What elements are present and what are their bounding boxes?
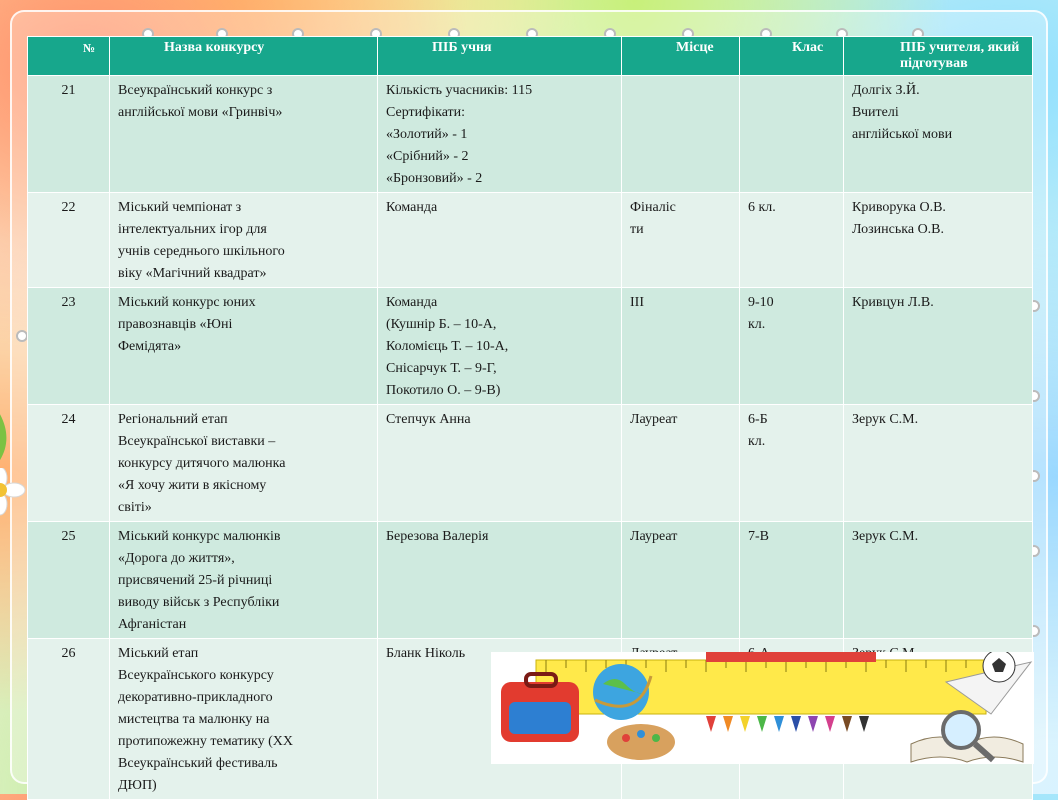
contest-cell-line: Фемідята» xyxy=(118,339,182,354)
teacher-cell xyxy=(844,193,1033,288)
contest-cell-line: ДЮП) xyxy=(118,778,157,793)
table-row xyxy=(28,193,1033,288)
teacher-cell-line: Кривцун Л.В. xyxy=(852,295,934,310)
table-row xyxy=(28,405,1033,522)
contest-cell-line: Всеукраїнської виставки – xyxy=(118,434,276,449)
number-cell: 21 xyxy=(28,76,110,193)
grade-cell xyxy=(740,193,844,288)
contest-cell-line: англійської мови «Гринвіч» xyxy=(118,105,283,120)
student-cell xyxy=(378,288,622,405)
table-row xyxy=(28,76,1033,193)
header-number: № xyxy=(28,37,110,76)
contest-cell-line: Міський етап xyxy=(118,646,199,661)
student-cell xyxy=(378,522,622,639)
teacher-cell-line: Лозинська О.В. xyxy=(852,222,945,237)
student-cell-line: Бланк Ніколь xyxy=(386,646,466,661)
teacher-cell xyxy=(844,288,1033,405)
student-cell xyxy=(378,193,622,288)
contest-cell-line: Регіональний етап xyxy=(118,412,228,427)
contest-cell-line: Міський конкурс юних xyxy=(118,295,256,310)
student-cell-line: Команда xyxy=(386,295,438,310)
contest-cell xyxy=(110,193,378,288)
grade-cell-line: кл. xyxy=(748,317,766,332)
teacher-cell-line: англійської мови xyxy=(852,127,953,142)
contest-cell xyxy=(110,522,378,639)
student-cell xyxy=(378,405,622,522)
student-cell-line: Команда xyxy=(386,200,438,215)
teacher-cell-line: Вчителі xyxy=(852,105,899,120)
contest-cell-line: конкурсу дитячого малюнка xyxy=(118,456,286,471)
header-student-name: ПІБ учня xyxy=(378,37,622,76)
contest-cell-line: Всеукраїнський фестиваль xyxy=(118,756,278,771)
student-cell-line: Кількість учасників: 115 xyxy=(386,83,533,98)
contest-cell-line: «Я хочу жити в якісному xyxy=(118,478,267,493)
place-cell-line: ти xyxy=(630,222,644,237)
grade-cell-line: 9-10 xyxy=(748,295,774,310)
header-teacher: ПІБ учителя, який підготував xyxy=(844,37,1033,76)
teacher-cell xyxy=(844,522,1033,639)
grade-cell xyxy=(740,405,844,522)
contest-cell-line: інтелектуальних ігор для xyxy=(118,222,267,237)
teacher-cell xyxy=(844,76,1033,193)
teacher-cell-line: Долгіх З.Й. xyxy=(852,83,920,98)
student-cell-line: Коломієць Т. – 10-А, xyxy=(386,339,509,354)
grade-cell-line: 6-Б xyxy=(748,412,768,427)
student-cell-line: «Бронзовий» - 2 xyxy=(386,171,483,186)
header-contest-name: Назва конкурсу xyxy=(110,37,378,76)
teacher-cell-line: Зерук С.М. xyxy=(852,412,919,427)
place-cell xyxy=(622,193,740,288)
teacher-cell-line: Зерук С.М. xyxy=(852,529,919,544)
contest-cell-line: виводу військ з Республіки xyxy=(118,595,280,610)
teacher-cell-line: Криворука О.В. xyxy=(852,200,946,215)
student-cell-line: Сертифікати: xyxy=(386,105,466,120)
table-row xyxy=(28,288,1033,405)
contest-cell-line: мистецтва та малюнку на xyxy=(118,712,270,727)
number-cell: 23 xyxy=(28,288,110,405)
contest-cell-line: Афганістан xyxy=(118,617,187,632)
grade-cell-line: 7-В xyxy=(748,529,769,544)
student-cell xyxy=(378,76,622,193)
place-cell-line: ІІІ xyxy=(630,295,644,310)
contest-cell-line: протипожежну тематику (ХХ xyxy=(118,734,293,749)
contest-cell-line: Міський чемпіонат з xyxy=(118,200,242,215)
school-supplies-banner xyxy=(491,652,1034,764)
contest-cell xyxy=(110,288,378,405)
grade-cell xyxy=(740,522,844,639)
place-cell xyxy=(622,405,740,522)
grade-cell-line: 6 кл. xyxy=(748,200,776,215)
contest-cell xyxy=(110,639,378,800)
place-cell xyxy=(622,76,740,193)
contest-cell-line: правознавців «Юні xyxy=(118,317,233,332)
number-cell: 24 xyxy=(28,405,110,522)
grade-cell-line: кл. xyxy=(748,434,766,449)
contest-cell-line: декоративно-прикладного xyxy=(118,690,273,705)
place-cell xyxy=(622,522,740,639)
number-cell: 26 xyxy=(28,639,110,800)
table-row xyxy=(28,522,1033,639)
school-bag-icon xyxy=(501,674,579,742)
place-cell-line: Лауреат xyxy=(630,529,678,544)
header-grade: Клас xyxy=(740,37,844,76)
contest-cell-line: віку «Магічний квадрат» xyxy=(118,266,267,281)
header-place: Місце xyxy=(622,37,740,76)
contest-cell xyxy=(110,405,378,522)
number-cell: 22 xyxy=(28,193,110,288)
table-header-row xyxy=(28,37,1033,76)
student-cell-line: Покотило О. – 9-В) xyxy=(386,383,501,398)
student-cell-line: (Кушнір Б. – 10-А, xyxy=(386,317,497,332)
student-cell-line: «Золотий» - 1 xyxy=(386,127,468,142)
contest-cell xyxy=(110,76,378,193)
palette-icon xyxy=(607,724,675,760)
contest-cell-line: Всеукраїнський конкурс з xyxy=(118,83,273,98)
contest-cell-line: «Дорога до життя», xyxy=(118,551,235,566)
soccer-ball-icon xyxy=(983,652,1015,682)
grade-cell xyxy=(740,76,844,193)
contest-cell-line: світі» xyxy=(118,500,152,515)
contest-cell-line: Всеукраїнського конкурсу xyxy=(118,668,274,683)
place-cell xyxy=(622,288,740,405)
contest-cell-line: учнів середнього шкільного xyxy=(118,244,285,259)
place-cell-line: Лауреат xyxy=(630,412,678,427)
student-cell-line: «Срібний» - 2 xyxy=(386,149,469,164)
number-cell: 25 xyxy=(28,522,110,639)
student-cell-line: Березова Валерія xyxy=(386,529,489,544)
student-cell-line: Снісарчук Т. – 9-Г, xyxy=(386,361,497,376)
contest-cell-line: присвячений 25-й річниці xyxy=(118,573,273,588)
student-cell-line: Степчук Анна xyxy=(386,412,471,427)
place-cell-line: Фіналіс xyxy=(630,200,676,215)
daisy-flower-icon xyxy=(0,468,26,524)
teacher-cell xyxy=(844,405,1033,522)
contest-cell-line: Міський конкурс малюнків xyxy=(118,529,281,544)
grade-cell xyxy=(740,288,844,405)
